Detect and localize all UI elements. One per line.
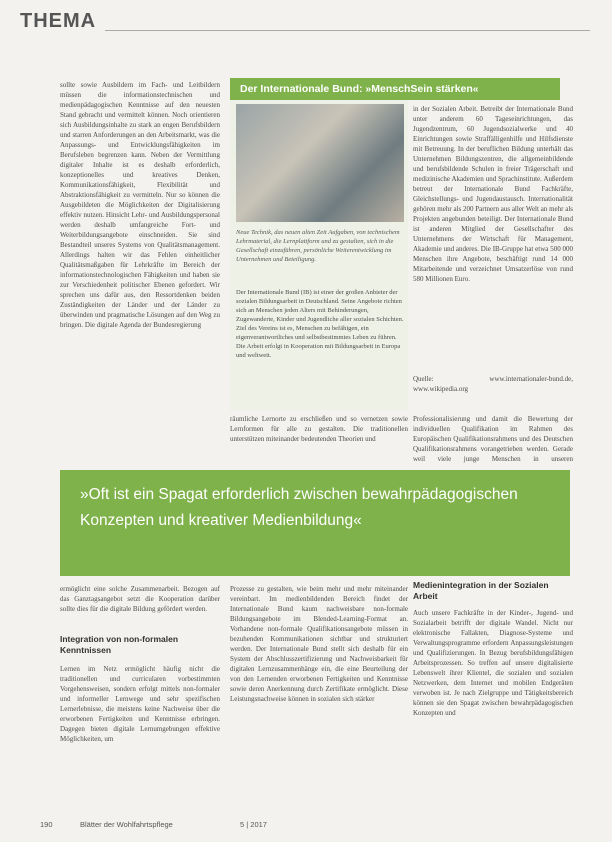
- info-box-text: Der Internationale Bund (IB) ist einer der großen Anbieter der sozialen Bildungsarbeit in Deutschland. Seine Angebote richten sich an Menschen jeden Alters mit Behinderungen, Zugewanderte, Kinder und Jugendliche aller sozialen Schichten. Ziel des Vereins ist es, Menschen zu befähigen, ein eigenverantwortliches und selbstbestimmtes Leben zu führen. Die Arbeit erfolgt in Kooperation mit Bildungsarbeit in Europa und weltweit.: [236, 289, 404, 359]
- journal-name: Blätter der Wohlfahrtspflege: [80, 820, 173, 829]
- source-link[interactable]: Quelle: www.internationaler-bund.de, www.wikipedia.org: [413, 375, 573, 393]
- header-rule: [105, 30, 590, 31]
- photo-caption: Neue Technik, das neuen alten Zeit Aufgaben, von technischem Lehrmaterial, die Lernplattform und zu gestalten, sich in die Gesellschaft einzuführen, persönliche Weiterentwicklung im Unternehmen und Beteiligung.: [236, 229, 400, 263]
- column-1-top-text: sollte sowie Ausbildern im Fach- und Leitbildern müssen die informationstechnischen und medienpädagogischen Kenntnisse auf den neuesten Stand gebracht und vermittelt können. Noch orientieren sich Ausbildungsinhalte zu stark an engen Berufsbildern und starren Anforderungen an den Arbeitsmarkt, was die Anpassungs- und Entwicklungsfähigkeiten im Berufsleben begrenzen kann. Neben der Vermittlung digitaler Inhalte ist es deshalb erforderlich, konzeptionelles und kreatives Denken, Kommunikationsfähigkeit, Flexibilität und Abstraktionsfähigkeit zu vermitteln. Nur so können die Ausgebildeten die Möglichkeiten der Digitalisierung effektiv nutzen. Hinsicht Lehr- und Ausbildungspersonal werden deshalb umfangreiche Fort- und Weiterbildungsangebote einschneiden. Sie sind Bestandteil unseres Systems von Qualitätsmanagement. Allerdings halten wir das Fehlen einheitlicher Qualitätsmaßgaben für Lehrkräfte im Bereich der informationstechnologischen Fähigkeiten und haben sie zur Verschiedenheit politischer Ebenen gefordert. Wir sprechen uns dafür aus, den Ressortdenken beiden Zuständigkeiten der Länder und der Länder zu überwinden und pragmatische Lösungen auf den Weg zu bringen. Die digitale Agenda der Bundesregierung: [60, 81, 220, 329]
- column-2-mid-text: räumliche Lernorte zu erschließen und so vernetzen sowie Lernformen für alle zu gestalten. Die traditionellen unterstützen miteinander bedeutenden Theorien und: [230, 415, 408, 443]
- issue-number: 5 | 2017: [240, 820, 267, 829]
- page-number: 190: [40, 820, 53, 829]
- column-3-bottom-text: Auch unsere Fachkräfte in der Kinder-, Jugend- und Sozialarbeit betrifft der digitale Wandel. Nicht nur elektronische Fallakten, Diagnose-Systeme und Verwaltungsprogramme erfordern Anpassungsleistungen und Qualifizierungen. In Bezug berufsbildungsfähigen Arbeitsprozessen. So treffen auf unsere digitalisierte Lebenswelt ihrer Klientel, die sozialen und sozialen Netzwerken, dem Internet und mobilen Endgeräten verwoben ist. Je nach Zielgruppe und Tätigkeitsbereich können sie den Spagat zwischen bewahrpädagogischen Konzepten und: [413, 609, 573, 717]
- column-3-mid-text: Professionalisierung und damit die Bewertung der individuellen Qualifikation im Rahmen des Europäischen Qualifikationsrahmens und des Deutschen Qualifikationsrahmens vorangetrieben werden. Gerade weil viele junge Menschen in unseren: [413, 415, 573, 463]
- info-box-photo: [236, 104, 404, 222]
- column-2-bottom-text: Prozesse zu gestalten, wie beim mehr und mehr miteinander vereinbart. Im medienbildenden Bereich findet der Internationale Bund kaum nachweisbare non-formale Bildungsangebote im Blended-Learning-Format an. Vorhandene non-formale Qualifikationsangebote müssen in bezuhenden Kommunikationen sichtbar und strukturiert werden. Der Internationale Bund stellt sich deshalb für ein System der Abschlusszertifizierung und Nachweisbarkeit für digitalen Lernzusammenhänge ein, die eine Beurteilung der von den Lernenden erworbenen Fertigkeiten und Kenntnisse sowie deren Anerkennung durch Zertifikate ermöglicht. Diese Leistungsnachweise können in sozialen sich stärker: [230, 585, 408, 703]
- column-1-bottom-top-text: ermöglicht eine solche Zusammenarbeit. Bezogen auf das Ganztagsangebot setzt die Kooperation darüber sollte dies für die digitale Bildung gefördert werden.: [60, 585, 220, 613]
- subheading-non-formal: Integration von non-formalen Kenntnissen: [60, 634, 179, 655]
- info-box-title: Der Internationale Bund: »MenschSein stärken«: [230, 78, 560, 100]
- column-3-top-text: in der Sozialen Arbeit. Betreibt der Internationale Bund unter anderem 60 Tageseinrichtungen, das Jugendzentrum, 60 Jugendsozialwerke und 40 Einrichtungen sowie Straffälligenhilfe und Hilfsdienste mit Betreuung. In der beruflichen Bildung unterhält das Unternehmen Bildungszentren, die allgemeinbildende und berufsbildende Schulen in freier Trägerschaft und medizinische Akademien und Sprachinstitute. Außerdem betreut der Internationale Bund Fachkräfte, Gleichstellungs- und Jugendaustausch. Internationalität gehören mehr als 200 Partnern aus aller Welt an mehr als Projekten angebunden beteiligt. Der Internationale Bund ist anderen Mitglied der Gesellschafter des Unternehmens der Wirtschaft für Management, Akademie und anderes. Die IB-Gruppe hat etwa 500 000 Menschen ihre Angebote, beschäftigt rund 14 000 Mitarbeitende und verzeichnet Umsatzerlöse von rund 580 Millionen Euro.: [413, 105, 573, 283]
- pull-quote: »Oft ist ein Spagat erforderlich zwischen bewahrpädagogischen Konzepten und kreativer Medienbildung«: [60, 470, 570, 576]
- column-1-bottom-text: Lernen im Netz ermöglicht häufig nicht die traditionellen und curricularen vorbestimmten Vorgehensweisen, sondern erfolgt mittels non-formaler und informeller Lernwege und sehr spezifischen Lernerlebnisse, die meistens keine Nachweise über die erworbenen Fertigkeiten und Kenntnisse erbringen. Dagegen bieten digitale Lernumgebungen effektive Möglichkeiten, um: [60, 665, 220, 743]
- section-header: THEMA: [20, 10, 97, 32]
- subheading-media-integration: Medienintegration in der Sozialen Arbeit: [413, 580, 549, 601]
